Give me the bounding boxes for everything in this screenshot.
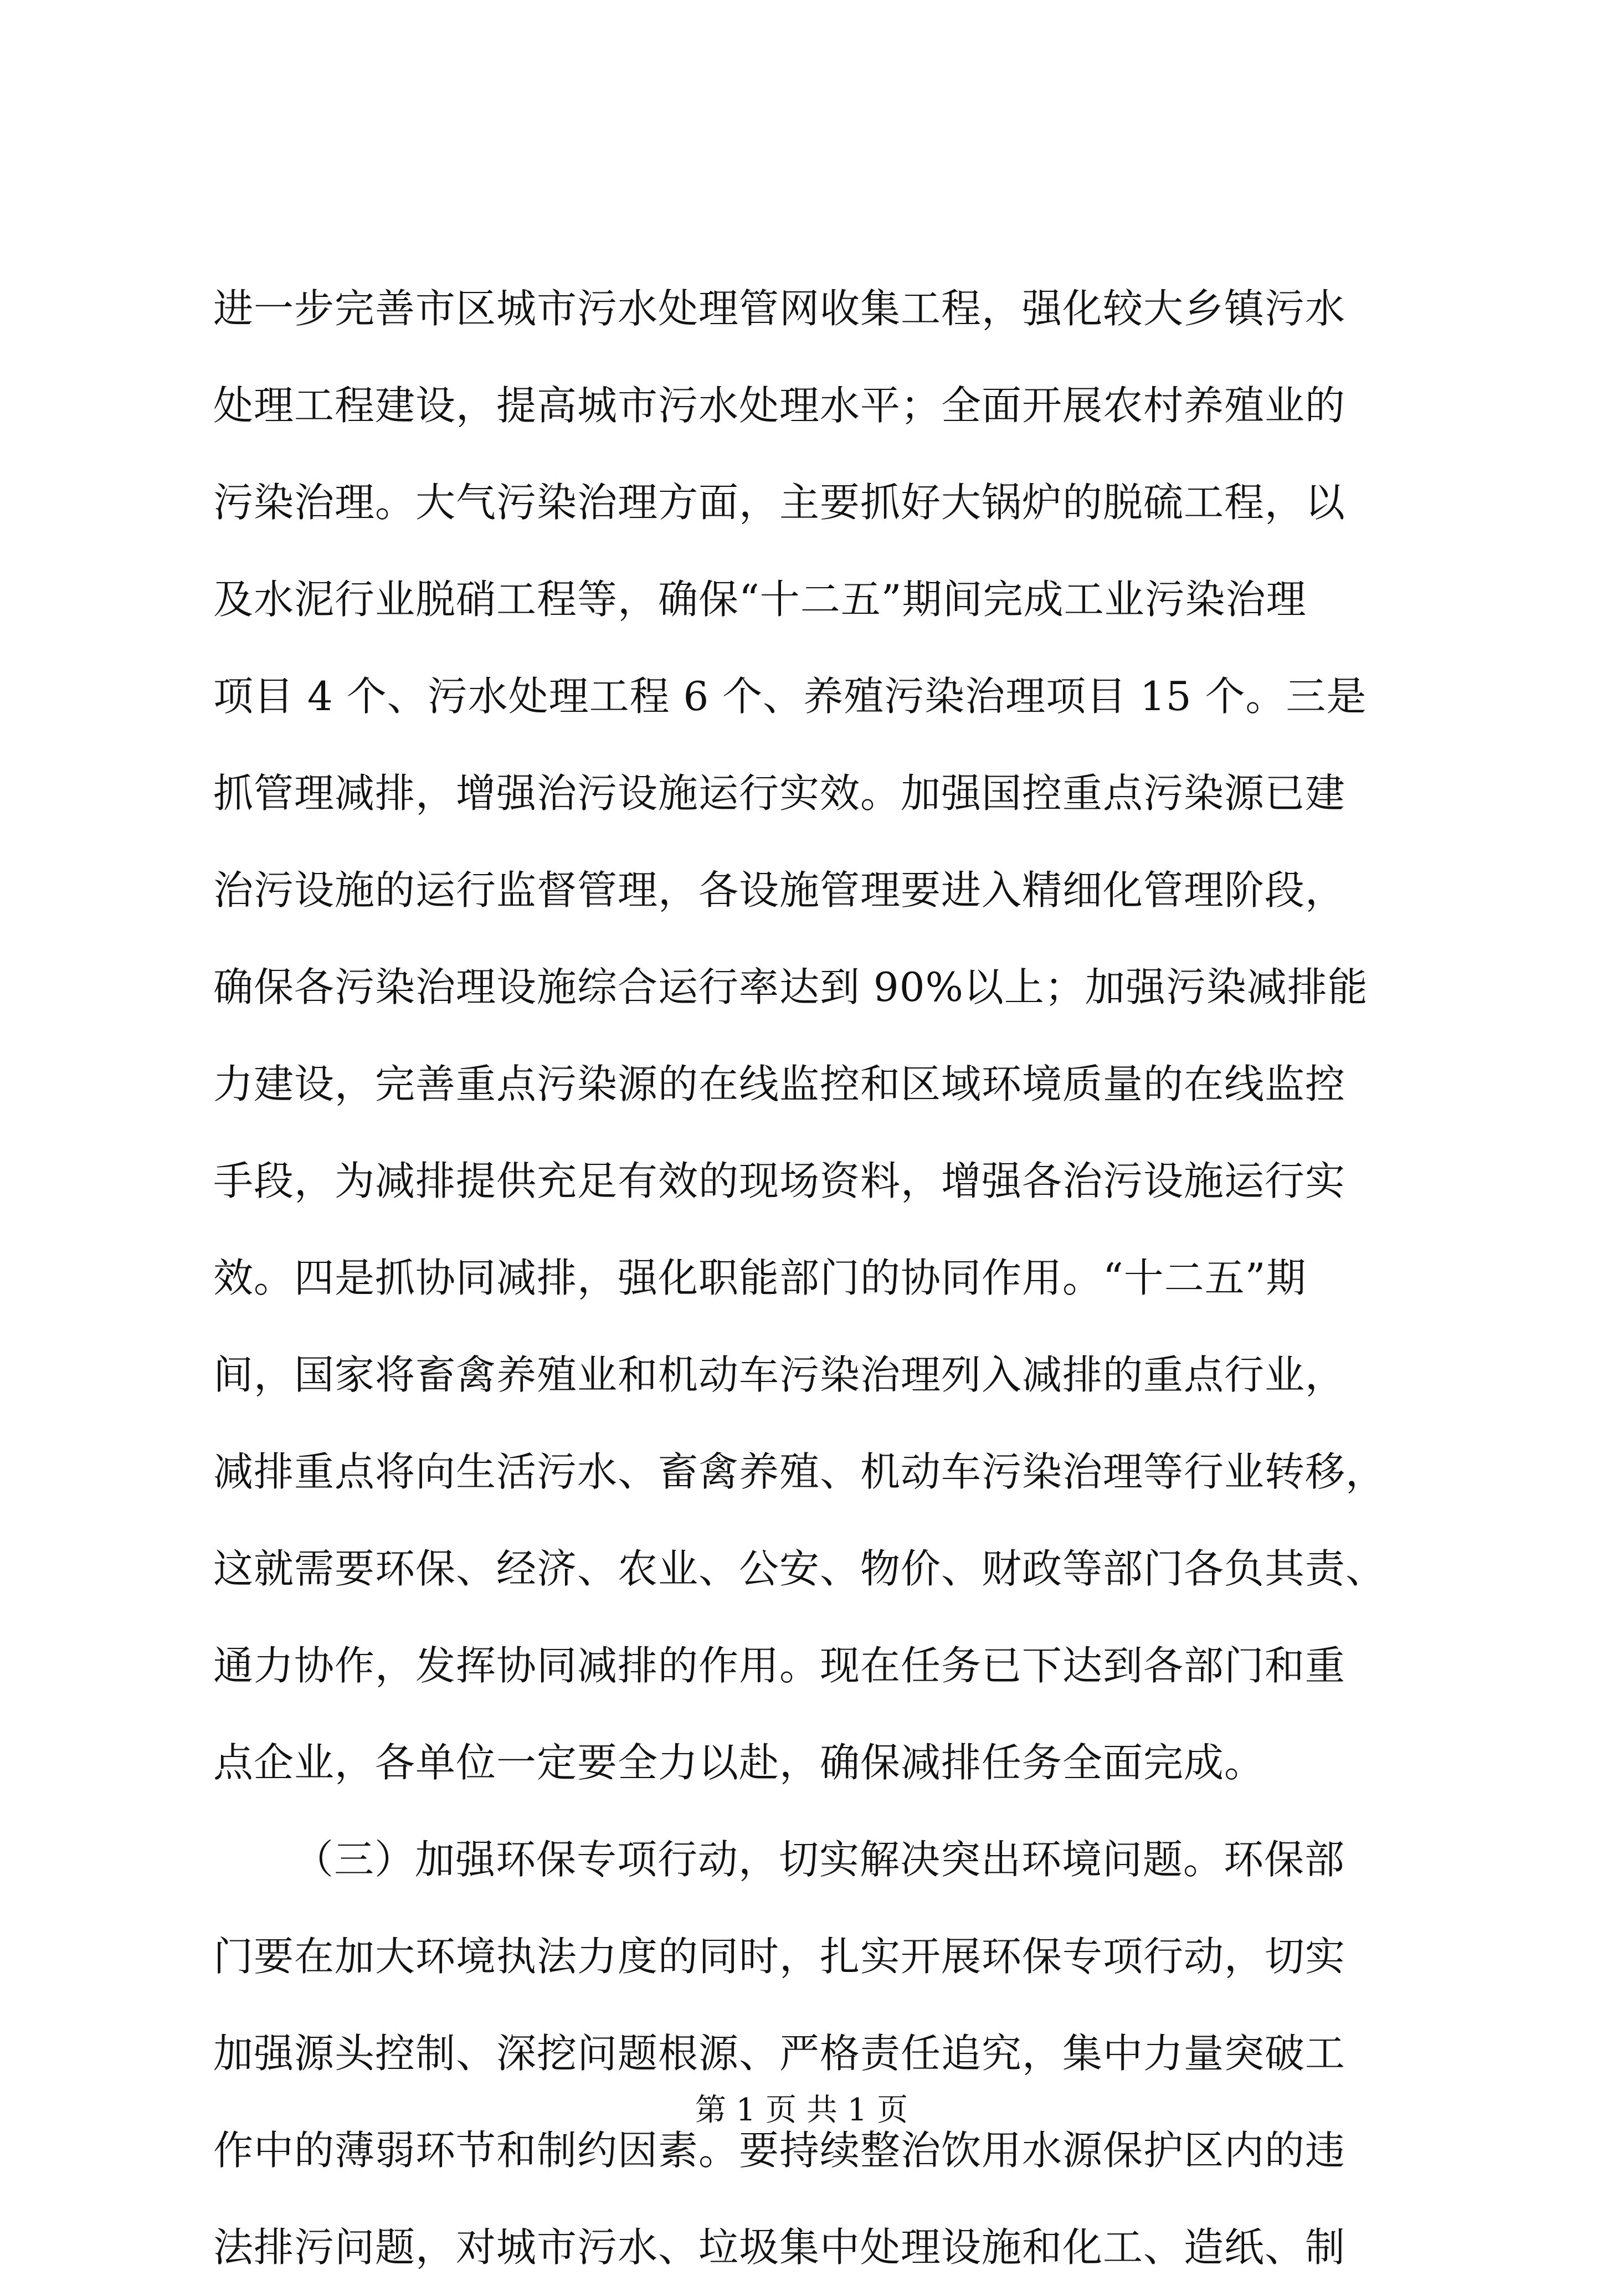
body-text — [213, 260, 1410, 2296]
text-line: 确保各污染治理设施综合运行率达到 90%以上；加强污染减排能 — [213, 964, 1368, 1010]
page-footer: 第 1 页 共 1 页 — [695, 2092, 908, 2128]
text-line: 力建设，完善重点污染源的在线监控和区域环境质量的在线监控 — [213, 1061, 1346, 1107]
text-line: 法排污问题，对城市污水、垃圾集中处理设施和化工、造纸、制 — [213, 2224, 1346, 2271]
text-line: 点企业，各单位一定要全力以赴，确保减排任务全面完成。 — [213, 1739, 1265, 1786]
text-line: 项目 4 个、污水处理工程 6 个、养殖污染治理项目 15 个。三是 — [213, 673, 1367, 720]
text-line: 减排重点将向生活污水、畜禽养殖、机动车污染治理等行业转移， — [213, 1449, 1386, 1495]
text-line: 作中的薄弱环节和制约因素。要持续整治饮用水源保护区内的违 — [213, 2127, 1346, 2174]
text-line: 进一步完善市区城市污水处理管网收集工程，强化较大乡镇污水 — [213, 285, 1346, 332]
text-line: 门要在加大环境执法力度的同时，扎实开展环保专项行动，切实 — [213, 1933, 1346, 1980]
text-line: 效。四是抓协同减排，强化职能部门的协同作用。“十二五”期 — [213, 1255, 1307, 1301]
text-line: 及水泥行业脱硝工程等，确保“十二五”期间完成工业污染治理 — [213, 576, 1307, 623]
text-line: 抓管理减排，增强治污设施运行实效。加强国控重点污染源已建 — [213, 770, 1346, 816]
text-line: 间，国家将畜禽养殖业和机动车污染治理列入减排的重点行业， — [213, 1352, 1346, 1398]
text-line: 处理工程建设，提高城市污水处理水平；全面开展农村养殖业的 — [213, 382, 1346, 429]
text-line: 污染治理。大气污染治理方面，主要抓好大锅炉的脱硫工程，以 — [213, 479, 1346, 526]
text-line: 手段，为减排提供充足有效的现场资料，增强各治污设施运行实 — [213, 1158, 1346, 1204]
paragraph-first-line: （三）加强环保专项行动，切实解决突出环境问题。环保部 — [294, 1836, 1345, 1883]
text-line: 通力协作，发挥协同减排的作用。现在任务已下达到各部门和重 — [213, 1642, 1346, 1689]
text-line: 治污设施的运行监督管理，各设施管理要进入精细化管理阶段， — [213, 867, 1346, 913]
text-line: 加强源头控制、深挖问题根源、严格责任追究，集中力量突破工 — [213, 2030, 1346, 2077]
text-line: 这就需要环保、经济、农业、公安、物价、财政等部门各负其责、 — [213, 1545, 1386, 1592]
